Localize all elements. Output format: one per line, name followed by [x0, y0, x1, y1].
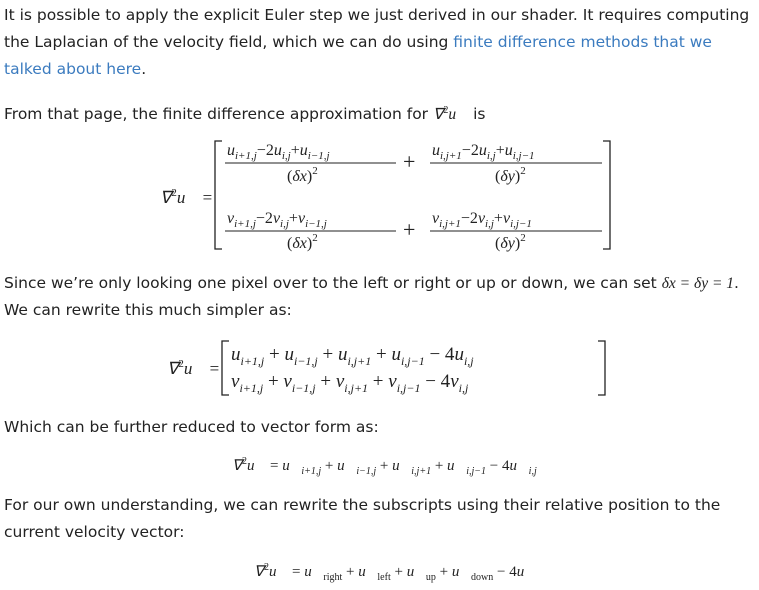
laplacian-inline: ∇$^2$u⃗	[432, 105, 469, 124]
intro-end: .	[141, 60, 147, 78]
eq2-row1: $u_{i+1,j} + u_{i-1,j} + u_{i,j+1} + u_{i,j-1} - 4u_{i,j}$	[231, 344, 474, 368]
simplify-text: Since we’re only looking one pixel over to the left or right or up or down, we can set	[4, 274, 662, 292]
equation-vector-form-svg	[0, 452, 759, 480]
approximation-text: From that page, the finite difference approximation for	[4, 105, 433, 124]
eq1-r1a-numerator: $u_{i+1,j}-2u_{i,j}+u_{i-1,j}$	[227, 142, 330, 162]
eq1-r2b-numerator: $v_{i,j+1}-2v_{i,j}+v_{i,j-1}$	[432, 210, 532, 230]
eq1-lhs: ∇$^2$u⃗ =	[160, 187, 213, 207]
eq2-lhs: ∇$^2$u⃗ =	[167, 358, 220, 378]
eq1-r2b-denominator: $(\delta y)^2$	[495, 232, 526, 252]
eq2-left-bracket	[222, 341, 229, 395]
eq3-formula: ∇$^2$u⃗ = $u⃗_{i+1,j}$ + $u⃗_{i-1,j}$ + $u⃗_{i,j+1}$ + $u⃗_{i,j-1}$ − $4u⃗_{i,j}$	[232, 456, 537, 477]
paragraph-intro	[4, 2, 756, 83]
finite-difference-link[interactable]: finite difference methods that we talked about here	[4, 33, 712, 78]
equation-simplified-svg	[0, 336, 759, 400]
equation-vector-form	[0, 452, 759, 484]
delta-equals-one: δx = δy = 1	[661, 275, 735, 292]
eq1-left-bracket	[215, 141, 222, 249]
paragraph-approximation	[4, 97, 756, 128]
eq1-r2-plus: +	[403, 217, 416, 242]
simplify-end: . We can rewrite this much simpler as:	[4, 274, 739, 319]
eq1-right-bracket	[603, 141, 610, 249]
eq1-r2a-numerator: $v_{i+1,j}-2v_{i,j}+v_{i-1,j}$	[227, 210, 327, 230]
eq4-formula: ∇$^2$u⃗ = $u⃗_{right}$ + $u⃗_{left}$ + $u⃗_{up}$ + $u⃗_{down}$ − 4u⃗	[254, 562, 536, 583]
paragraph-vector-form: Which can be further reduced to vector form as:	[4, 418, 379, 436]
equation-finite-difference	[0, 135, 759, 259]
eq1-r2a-denominator: $(\delta x)^2$	[287, 232, 318, 252]
equation-simplified	[0, 336, 759, 404]
paragraph-relative-position: For our own understanding, we can rewrite the subscripts using their relative position to the current velocity vector:	[4, 496, 721, 541]
paragraph-simplify	[4, 270, 756, 324]
equation-finite-difference-svg	[0, 135, 759, 255]
eq1-r1-plus: +	[403, 149, 416, 174]
eq1-r1b-denominator: $(\delta y)^2$	[495, 165, 526, 185]
eq1-r1b-numerator: $u_{i,j+1}-2u_{i,j}+u_{i,j-1}$	[432, 142, 535, 162]
eq2-row2: $v_{i+1,j} + v_{i-1,j} + v_{i,j+1} + v_{i,j-1} - 4v_{i,j}$	[231, 371, 469, 395]
equation-relative-form-svg	[0, 558, 759, 586]
intro-text: It is possible to apply the explicit Euler step we just derived in our shader. It requires computing the Laplacian of the velocity field, which we can do using	[4, 6, 750, 51]
eq2-right-bracket	[598, 341, 605, 395]
eq1-r1a-denominator: $(\delta x)^2$	[287, 165, 318, 185]
equation-relative-form	[0, 558, 759, 590]
approximation-end: is	[468, 105, 486, 124]
